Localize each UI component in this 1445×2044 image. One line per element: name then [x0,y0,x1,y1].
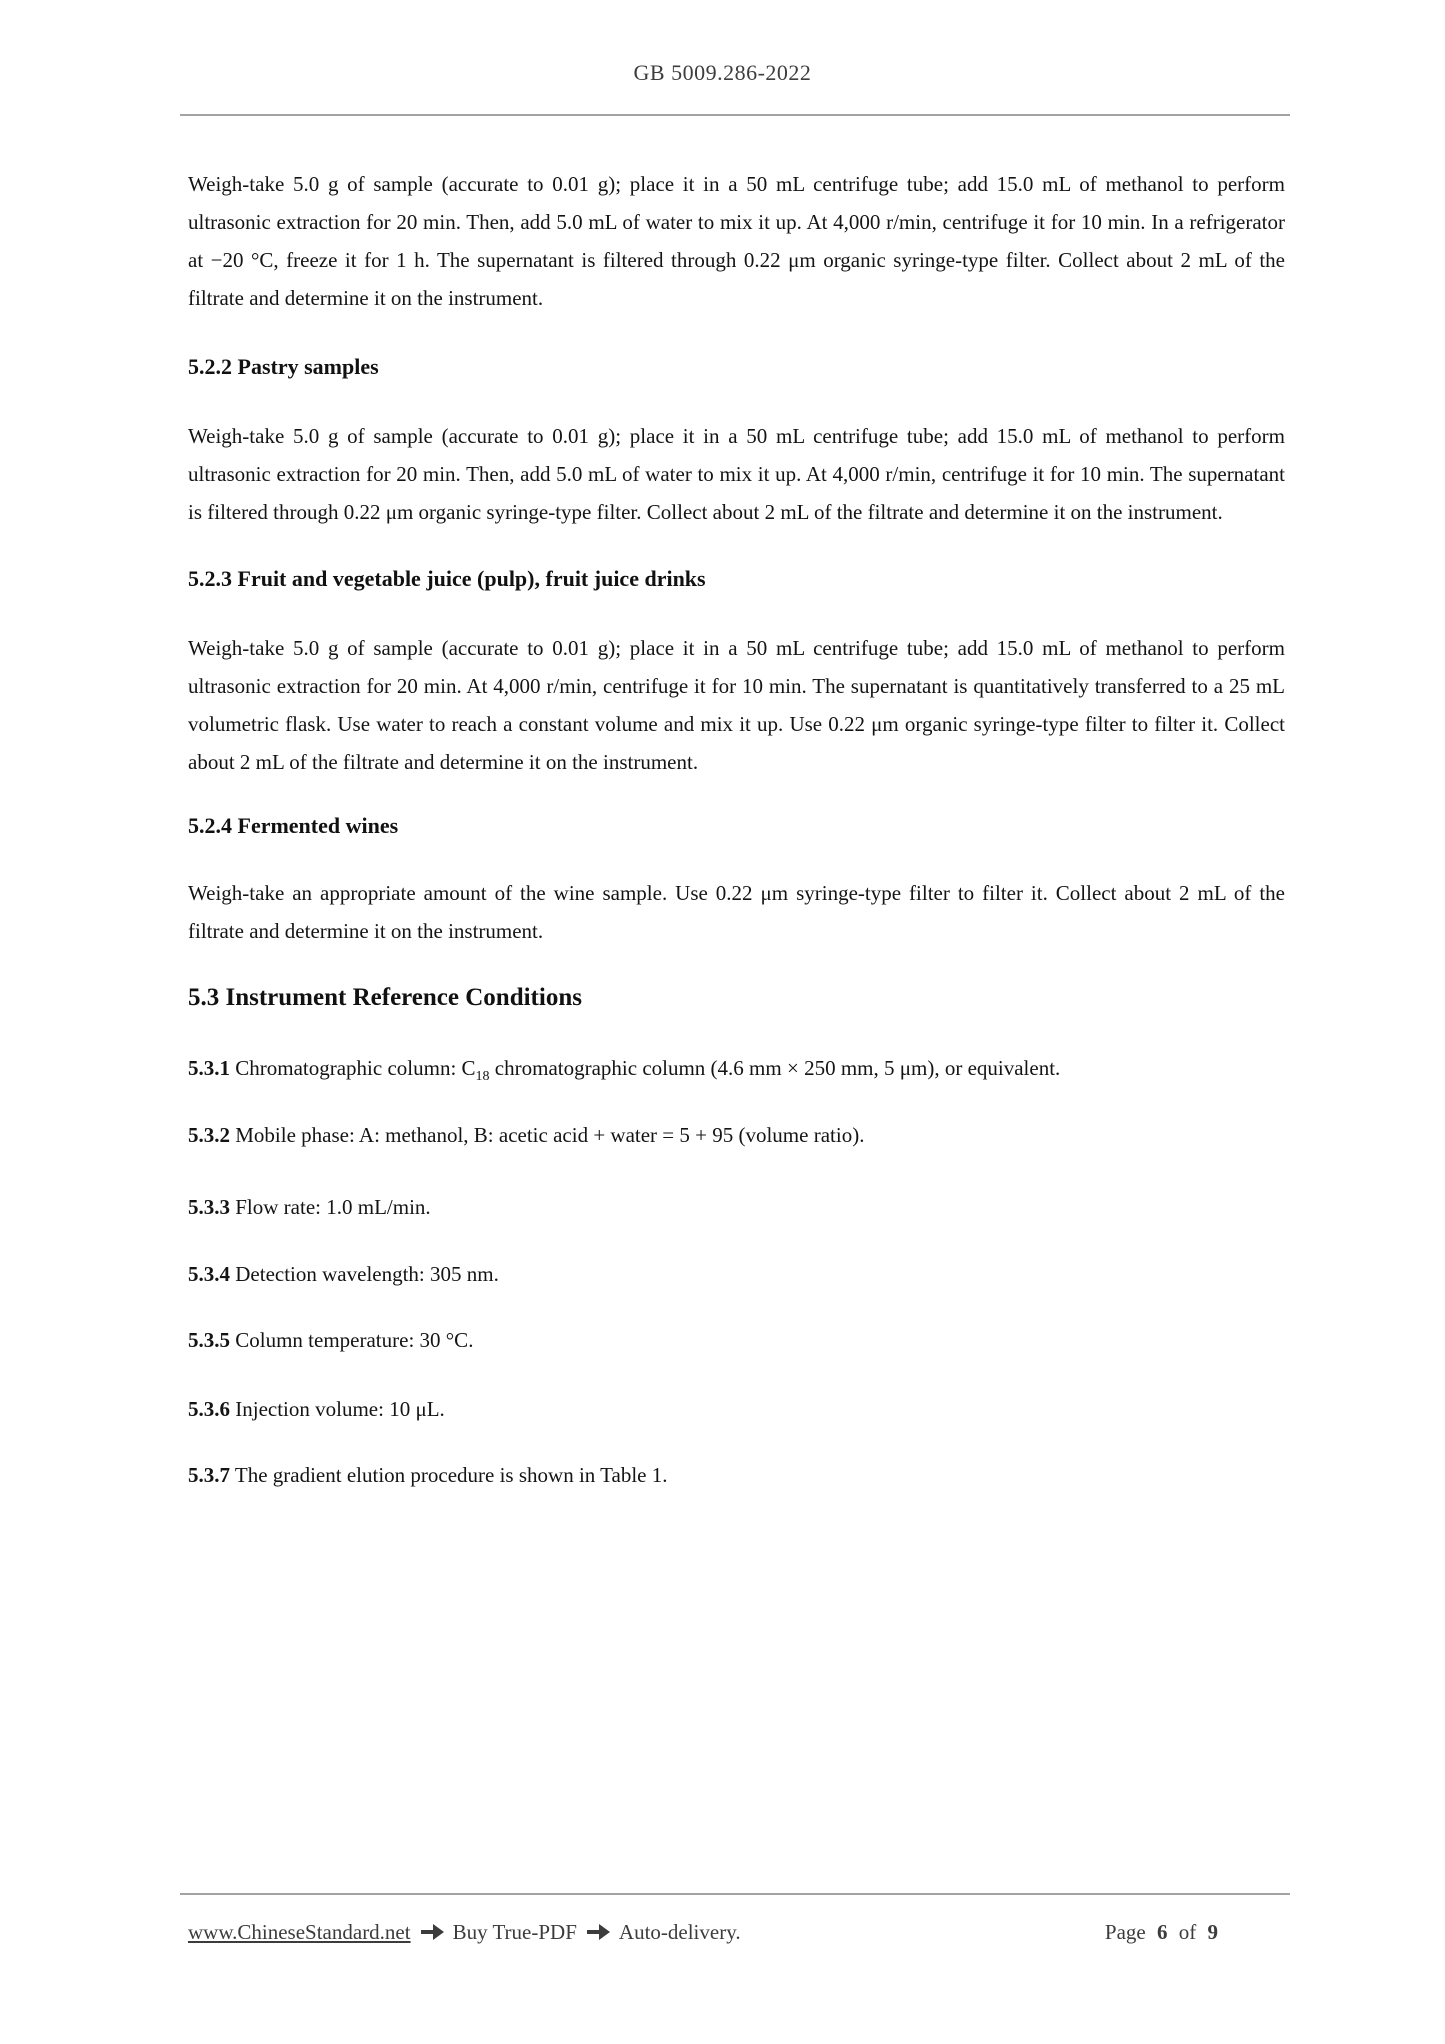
paragraph-5-2-4: Weigh-take an appropriate amount of the wine sample. Use 0.22 μm syringe-type filter to filter it. Collect about 2 mL of the filtrate and determine it on the instrument. [188,881,1285,943]
page-total: 9 [1207,1920,1218,1944]
clause-text: The gradient elution procedure is shown in Table 1. [230,1463,668,1487]
clause-text: Injection volume: 10 μL. [230,1397,445,1421]
footer-provider-info [188,1915,741,1949]
footer-step-delivery: Auto-delivery. [618,1920,741,1944]
section-heading-5-2-2: 5.2.2 Pastry samples [188,354,379,379]
paragraph-5-2-2: Weigh-take 5.0 g of sample (accurate to 0.01 g); place it in a 50 mL centrifuge tube; add 15.0 mL of methanol to perform ultrasonic extraction for 20 min. Then, add 5.0 mL of water to mix it up. At 4,000 r/min, centrifuge it for 10 min. The supernatant is filtered through 0.22 μm organic syringe-type filter. Collect about 2 mL of the filtrate and determine it on the instrument. [188,424,1285,524]
paragraph-5-2-3: Weigh-take 5.0 g of sample (accurate to 0.01 g); place it in a 50 mL centrifuge tube; add 15.0 mL of methanol to perform ultrasonic extraction for 20 min. At 4,000 r/min, centrifuge it for 10 min. The supernatant is quantitatively transferred to a 25 mL volumetric flask. Use water to reach a constant volume and mix it up. Use 0.22 μm organic syringe-type filter to filter it. Collect about 2 mL of the filtrate and determine it on the instrument. [188,636,1285,774]
clause-text: Detection wavelength: 305 nm. [230,1262,499,1286]
clause-number: 5.3.5 [188,1328,230,1352]
clause-text: Flow rate: 1.0 mL/min. [230,1195,431,1219]
section-heading-5-2-4: 5.2.4 Fermented wines [188,813,399,838]
clause-number: 5.3.7 [188,1463,230,1487]
section-heading-5-3: 5.3 Instrument Reference Conditions [188,984,582,1011]
clause-text: Column temperature: 30 °C. [230,1328,474,1352]
footer-step-buy: Buy True-PDF [452,1920,577,1944]
document-body [188,128,1285,1494]
of-word: of [1178,1920,1197,1944]
clause-5-3-2 [188,1116,1285,1154]
clause-5-3-6 [188,1390,1285,1428]
section-heading-5-2-3: 5.2.3 Fruit and vegetable juice (pulp), fruit juice drinks [188,566,706,591]
clause-number: 5.3.4 [188,1262,230,1286]
footer-divider [180,1893,1290,1895]
clause-number: 5.3.6 [188,1397,230,1421]
clause-5-3-7 [188,1456,1285,1494]
arrow-right-icon [586,1924,610,1940]
clause-number: 5.3.3 [188,1195,230,1219]
clause-5-3-4 [188,1255,1285,1293]
page-word: Page [1104,1920,1146,1944]
arrow-right-icon [420,1924,444,1940]
paragraph-sample-prep: Weigh-take 5.0 g of sample (accurate to 0.01 g); place it in a 50 mL centrifuge tube; add 15.0 mL of methanol to perform ultrasonic extraction for 20 min. Then, add 5.0 mL of water to mix it up. At 4,000 r/min, centrifuge it for 10 min. In a refrigerator at −20 °C, freeze it for 1 h. The supernatant is filtered through 0.22 μm organic syringe-type filter. Collect about 2 mL of the filtrate and determine it on the instrument. [188,172,1285,310]
clause-5-3-5 [188,1321,1285,1359]
subscript-18: 18 [475,1069,490,1085]
clause-text: Chromatographic column: C [230,1056,476,1080]
page-indicator [1105,1915,1218,1949]
clause-text: chromatographic column (4.6 mm × 250 mm, 5 μm), or equivalent. [489,1056,1061,1080]
document-number: GB 5009.286-2022 [633,60,812,85]
header-divider [180,114,1290,116]
clause-text: Mobile phase: A: methanol, B: acetic acid + water = 5 + 95 (volume ratio). [230,1123,865,1147]
website-link[interactable]: www.ChineseStandard.net [188,1920,411,1944]
clause-5-3-1 [188,1049,1285,1087]
page-footer [188,1915,1285,1949]
page-current: 6 [1157,1920,1168,1944]
clause-number: 5.3.1 [188,1056,230,1080]
clause-number: 5.3.2 [188,1123,230,1147]
clause-5-3-3 [188,1188,1285,1226]
